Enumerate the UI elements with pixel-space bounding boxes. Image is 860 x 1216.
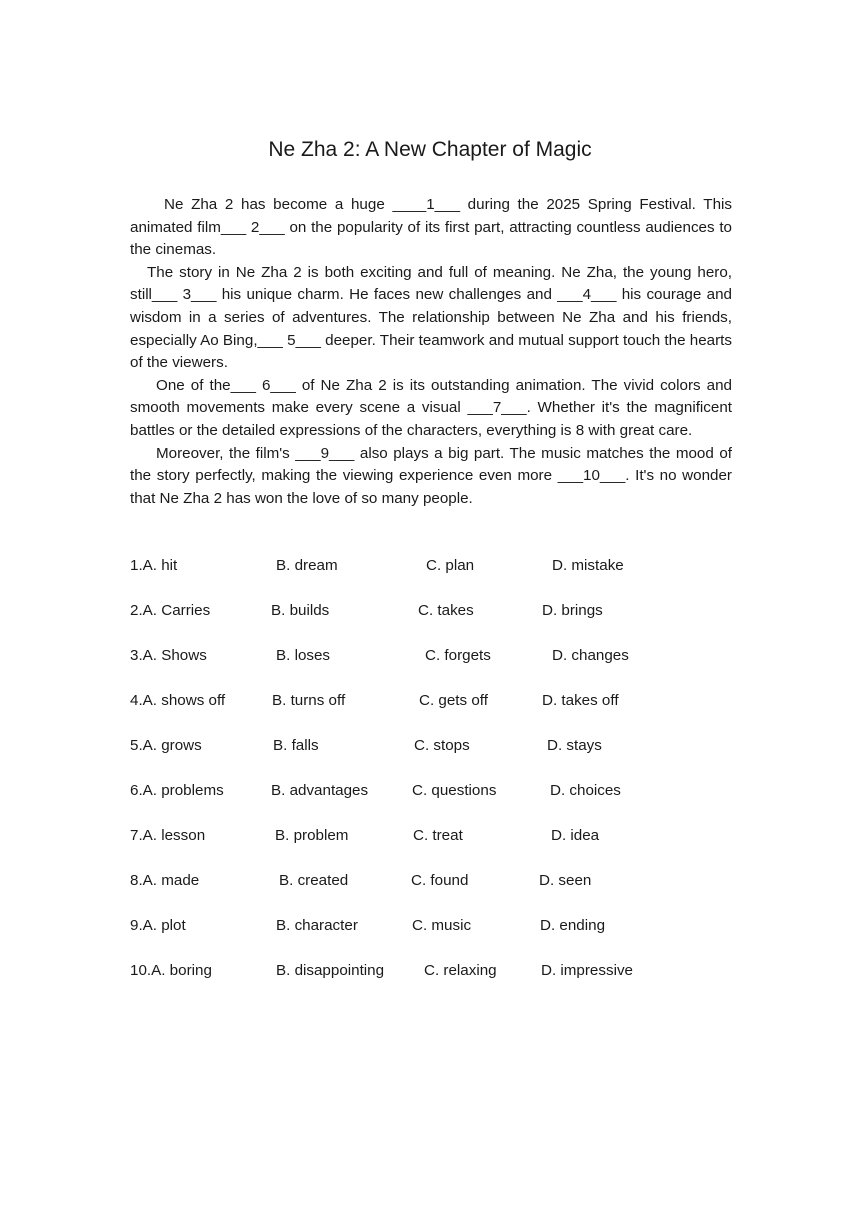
paragraph: Ne Zha 2 has become a huge ____1___ during the 2025 Spring Festival. This animated film___ 2___ on the popularity of its first part, attracting countless audiences to the cinemas. [130, 196, 732, 259]
option-b: B. turns off [272, 692, 346, 709]
paragraph: Moreover, the film's ___9___ also plays a big part. The music matches the mood of the story perfectly, making the viewing experience even more ___10___. It's no wonder that Ne Zha 2 has won the love of so many people. [130, 444, 732, 507]
question-row [130, 869, 732, 914]
option-b: B. disappointing [276, 962, 385, 979]
document-title: Ne Zha 2: A New Chapter of Magic [268, 138, 592, 161]
question-row [130, 689, 732, 734]
question-options [130, 554, 732, 1004]
option-c: C. stops [414, 737, 470, 754]
option-d: D. mistake [552, 557, 624, 574]
option-b: B. character [276, 917, 358, 934]
option-a: 5.A. grows [130, 737, 202, 754]
option-c: C. takes [418, 602, 474, 619]
option-b: B. created [279, 872, 349, 889]
option-c: C. treat [413, 827, 463, 844]
question-row [130, 824, 732, 869]
passage [130, 194, 732, 510]
question-row [130, 554, 732, 599]
question-row [130, 599, 732, 644]
option-a: 2.A. Carries [130, 602, 211, 619]
option-d: D. impressive [541, 962, 633, 979]
option-d: D. stays [547, 737, 602, 754]
option-c: C. found [411, 872, 469, 889]
option-d: D. takes off [542, 692, 619, 709]
option-b: B. problem [275, 827, 349, 844]
option-d: D. ending [540, 917, 606, 934]
option-c: C. relaxing [424, 962, 497, 979]
option-a: 10.A. boring [130, 962, 212, 979]
option-b: B. advantages [271, 782, 369, 799]
option-b: B. builds [271, 602, 330, 619]
option-b: B. loses [276, 647, 331, 664]
paragraph: The story in Ne Zha 2 is both exciting and full of meaning. Ne Zha, the young hero, still___ 3___ his unique charm. He faces new challenges and ___4___ his courage and wisdom in a series of adventures. The relationship between Ne Zha and his friends, especially Ao Bing,___ 5___ deeper. Their teamwork and mutual support touch the hearts of the viewers. [130, 263, 732, 372]
option-d: D. brings [542, 602, 603, 619]
option-d: D. choices [550, 782, 621, 799]
option-c: C. forgets [425, 647, 491, 664]
option-a: 3.A. Shows [130, 647, 207, 664]
option-a: 9.A. plot [130, 917, 186, 934]
option-a: 1.A. hit [130, 557, 178, 574]
option-c: C. plan [426, 557, 475, 574]
option-d: D. changes [552, 647, 629, 664]
question-row [130, 779, 732, 824]
question-row [130, 734, 732, 779]
question-row [130, 914, 732, 959]
option-d: D. seen [539, 872, 592, 889]
option-c: C. gets off [419, 692, 488, 709]
option-d: D. idea [551, 827, 600, 844]
option-c: C. music [412, 917, 472, 934]
question-row [130, 644, 732, 689]
option-a: 6.A. problems [130, 782, 224, 799]
option-a: 7.A. lesson [130, 827, 206, 844]
question-row [130, 959, 732, 1004]
option-a: 8.A. made [130, 872, 200, 889]
option-c: C. questions [412, 782, 497, 799]
paragraph: One of the___ 6___ of Ne Zha 2 is its outstanding animation. The vivid colors and smooth movements make every scene a visual ___7___. Whether it's the magnificent battles or the detailed expressions of the characters, everything is 8 with great care. [130, 376, 732, 439]
option-b: B. falls [273, 737, 319, 754]
option-a: 4.A. shows off [130, 692, 226, 709]
option-b: B. dream [276, 557, 338, 574]
